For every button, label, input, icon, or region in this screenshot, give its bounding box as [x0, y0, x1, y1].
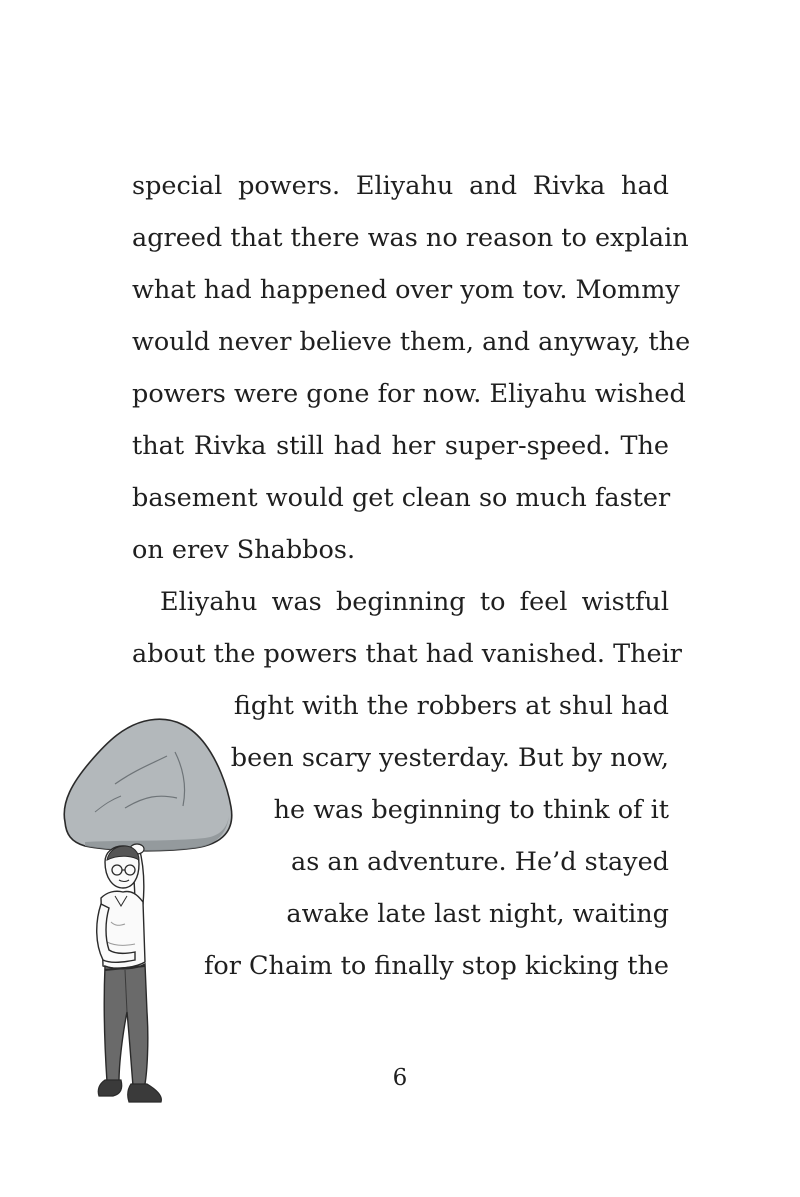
- text-line: agreed that there was no reason to explain: [132, 223, 689, 253]
- text-line: been scary yesterday. But by now,: [230, 743, 669, 773]
- text-line: what had happened over yom tov. Mommy: [132, 275, 680, 305]
- text-line: fight with the robbers at shul had: [233, 691, 669, 721]
- page-number: 6: [392, 1065, 408, 1091]
- text-line: awake late last night, waiting: [286, 899, 669, 929]
- text-line: as an adventure. He’d stayed: [291, 847, 669, 877]
- text-line: special powers. Eliyahu and Rivka had: [132, 171, 669, 201]
- text-line: basement would get clean so much faster: [132, 483, 671, 513]
- text-line: about the powers that had vanished. Their: [132, 639, 682, 669]
- text-line: Eliyahu was beginning to feel wistful: [160, 587, 669, 617]
- text-line: would never believe them, and anyway, the: [132, 327, 691, 357]
- boy-lifting-boulder-illustration: [55, 712, 245, 1112]
- text-line: for Chaim to finally stop kicking the: [203, 951, 669, 981]
- text-line: he was beginning to think of it: [273, 795, 669, 825]
- text-line: powers were gone for now. Eliyahu wished: [132, 379, 686, 409]
- text-line: on erev Shabbos.: [132, 535, 356, 565]
- text-line: that Rivka still had her super-speed. The: [132, 431, 669, 461]
